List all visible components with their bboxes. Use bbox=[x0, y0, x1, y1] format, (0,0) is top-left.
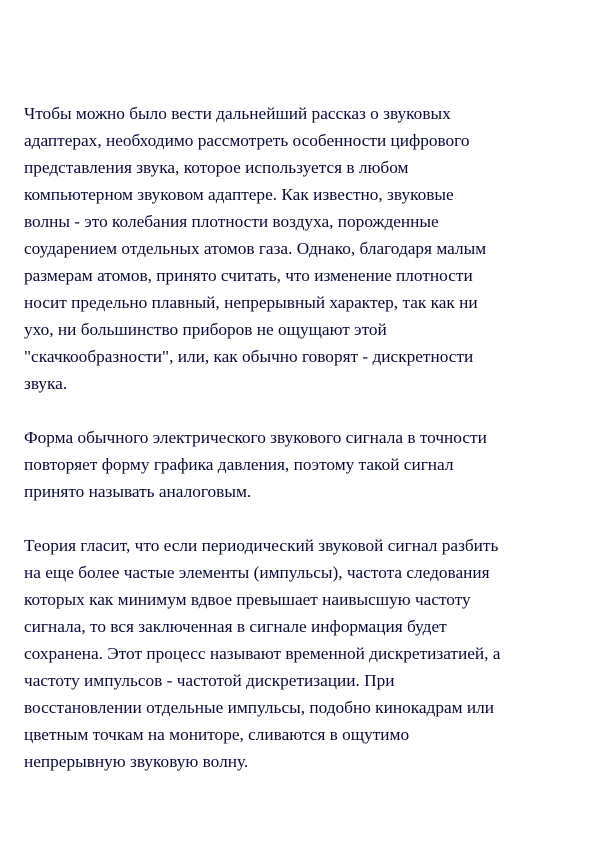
paragraph-analog-signal: Форма обычного электрического звукового сигнала в точности повторяет форму графика давления, поэтому такой сигнал принято называть аналоговым. bbox=[24, 428, 487, 501]
paragraph-sampling-theory: Теория гласит, что если периодический звуковой сигнал разбить на еще более частые элементы (импульсы), частота следования которых как минимум вдвое превышает наивысшую частоту сигнала, то вся заключенная в сигнале информация будет сохранена. Этот процесс называют временной дискретизатией, а частоту импульсов - частотой дискретизации. При восстановлении отдельные импульсы, подобно кинокадрам или цветным точкам на мониторе, сливаются в ощутимо непрерывную звуковую волну. bbox=[24, 536, 501, 771]
paragraph-digital-sound-intro: Чтобы можно было вести дальнейший рассказ о звуковых адаптерах, необходимо рассмотреть особенности цифрового представления звука, которое используется в любом компьютерном звуковом адаптере. Как известно, звуковые волны - это колебания плотности воздуха, порожденные соударением отдельных атомов газа. Однако, благодаря малым размерам атомов, принято считать, что изменение плотности носит предельно плавный, непрерывный характер, так как ни ухо, ни большинство приборов не ощущают этой "скачкообразности", или, как обычно говорят - дискретности звука. bbox=[24, 104, 487, 393]
document-body bbox=[24, 100, 564, 775]
